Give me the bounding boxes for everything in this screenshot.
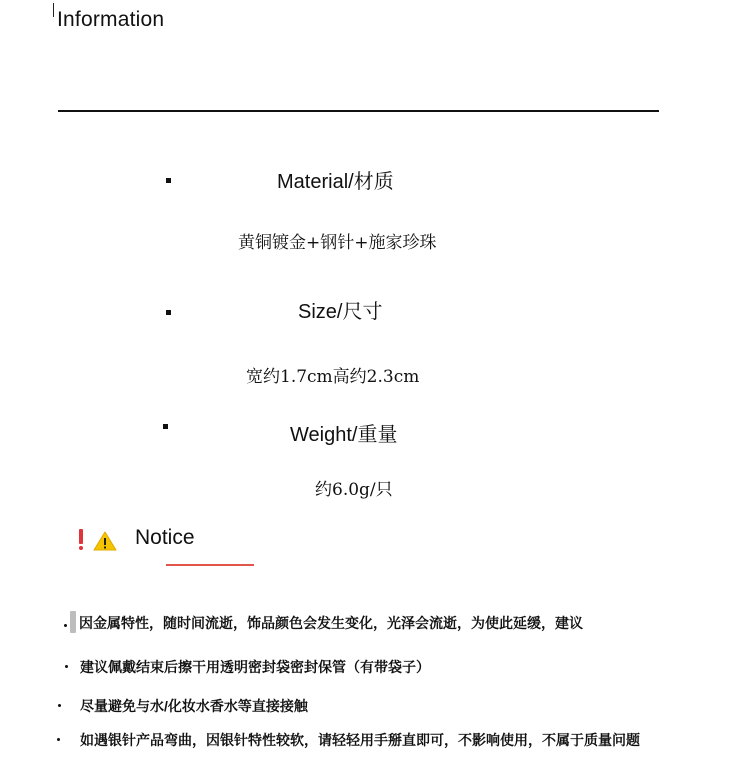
- notice-item-1: 因金属特性，随时间流逝，饰品颜色会发生变化，光泽会流逝，为使此延缓，建议: [79, 615, 583, 631]
- notice-item-2: 建议佩戴结束后擦干用透明密封袋密封保管（有带袋子）: [80, 659, 430, 675]
- notice-item-4: 如遇银针产品弯曲，因银针特性较软，请轻轻用手掰直即可，不影响使用，不属于质量问题: [80, 732, 640, 748]
- spec-value-size: 宽约1.7cm高约2.3cm: [246, 367, 420, 387]
- spec-bullet-material: [166, 178, 171, 183]
- page-title: Information: [57, 8, 165, 31]
- exclamation-icon: [79, 529, 83, 544]
- title-tick-mark: [53, 3, 54, 17]
- spec-bullet-weight: [163, 424, 168, 429]
- warning-triangle-icon: [93, 531, 117, 551]
- notice-bullet-3: [58, 704, 61, 707]
- title-divider: [58, 110, 659, 112]
- spec-bullet-size: [166, 310, 171, 315]
- spec-heading-size: Size/尺寸: [298, 301, 383, 323]
- notice-title: Notice: [135, 526, 195, 549]
- exclamation-dot-icon: [79, 546, 83, 550]
- notice-underline: [166, 564, 254, 566]
- spec-value-material: 黄铜镀金+钢针+施家珍珠: [238, 233, 437, 253]
- spec-heading-material: Material/材质: [277, 171, 394, 193]
- notice-bullet-2: [65, 665, 68, 668]
- notice-item-3: 尽量避免与水/化妆水香水等直接接触: [80, 698, 308, 714]
- spec-heading-weight: Weight/重量: [290, 424, 398, 446]
- notice-bullet-1: [64, 624, 67, 627]
- notice-bullet-4: [57, 738, 60, 741]
- spec-value-weight: 约6.0g/只: [315, 480, 393, 500]
- notice-item-marker: [70, 611, 76, 633]
